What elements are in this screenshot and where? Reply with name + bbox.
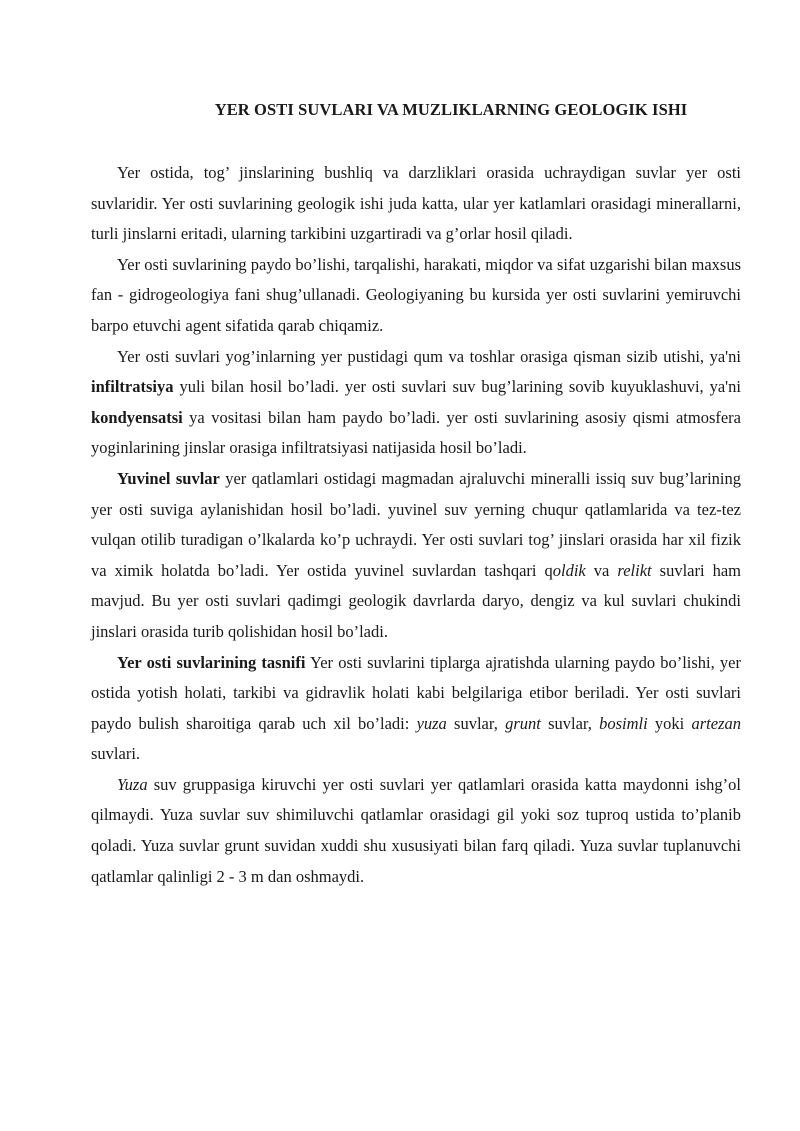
paragraph	[91, 464, 741, 648]
text-run: yoki	[647, 713, 692, 733]
paragraph	[91, 648, 741, 770]
text-run: yuli bilan hosil bo’ladi. yer osti suvlari suv bug’larining sovib kuyuklashuvi, ya'ni	[173, 377, 741, 397]
bold-term: infiltratsiya	[91, 377, 174, 397]
italic-term: grunt	[505, 713, 541, 733]
paragraph	[91, 158, 741, 250]
text-run: suv gruppasiga kiruvchi yer osti suvlari yer qatlamlari orasida katta maydonni ishg’ol qilmaydi. Yuza suvlar suv shimiluvchi qatlamlar orasidagi gil yoki soz tuproq ustida to’planib qoladi. Yuza suvlar grunt suvidan xuddi shu xususiyati bilan farq qiladi. Yuza suvlar tuplanuvchi qatlamlar qalinligi 2 - 3 m dan oshmaydi.	[91, 774, 741, 886]
paragraph	[91, 250, 741, 342]
text-run: Yer osti suvlarini tiplarga ajratishda ularning paydo bo’lishi, yer ostida yotish holati, tarkibi va gidravlik holati kabi belgilariga etibor beriladi. Yer osti suvlari paydo bulish sharoitiga qarab uch xil bo’ladi:	[91, 652, 741, 733]
paragraph	[91, 770, 741, 892]
text-run: suvlari.	[91, 744, 141, 764]
document-page	[91, 100, 741, 892]
document-title: YER OSTI SUVLARI VA MUZLIKLARNING GEOLOGIK ISHI	[214, 100, 688, 119]
italic-term: oldik	[552, 560, 586, 580]
text-run: Yer osti suvlarining paydo bo’lishi, tarqalishi, harakati, miqdor va sifat uzgarishi bilan maxsus fan - gidrogeologiya fani shug’ullanadi. Geologiyaning bu kursida yer osti suvlarini yemiruvchi barpo etuvchi agent sifatida qarab chiqamiz.	[91, 254, 741, 335]
bold-term: Yuvinel suvlar	[117, 468, 220, 488]
bold-term: kondyensatsi	[91, 407, 183, 427]
italic-term: Yuza	[117, 774, 148, 794]
text-run: suvlari ham mavjud. Bu yer osti suvlari qadimgi geologik davrlarda daryo, dengiz va kul suvlari chukindi jinslari orasida turib qolishidan hosil bo’ladi.	[91, 560, 741, 641]
text-run: Yer osti suvlari yog’inlarning yer pustidagi qum va toshlar orasiga qisman sizib utishi, ya'ni	[117, 346, 741, 366]
text-run: suvlar,	[540, 713, 600, 733]
paragraph	[91, 342, 741, 464]
italic-term: bosimli	[599, 713, 648, 733]
bold-term: Yer osti suvlarining tasnifi	[117, 652, 306, 672]
italic-term: yuza	[416, 713, 447, 733]
text-run: Yer ostida, tog’ jinslarining bushliq va darzliklari orasida uchraydigan suvlar yer osti suvlaridir. Yer osti suvlarining geologik ishi juda katta, ular yer katlamlari orasidagi minerallarni, turli jinslarni eritadi, ularning tarkibini uzgartiradi va g’orlar hosil qiladi.	[91, 163, 741, 244]
italic-term: artezan	[691, 713, 742, 733]
text-run: suvlar,	[446, 713, 506, 733]
text-run: va	[585, 560, 618, 580]
document-body	[91, 158, 741, 892]
text-run: ya vositasi bilan ham paydo bo’ladi. yer osti suvlarining asosiy qismi atmosfera yoginlarining jinslar orasiga infiltratsiyasi natijasida hosil bo’ladi.	[91, 407, 741, 458]
italic-term: relikt	[617, 560, 652, 580]
text-run: yer qatlamlari ostidagi magmadan ajraluvchi mineralli issiq suv bug’larining yer osti suviga aylanishidan hosil bo’ladi. yuvinel suv yerning chuqur qatlamlarida va tez-tez vulqan otilib turadigan o’lkalarda ko’p uchraydi. Yer osti suvlari tog’ jinslari orasida har xil fizik va ximik holatda bo’ladi. Yer ostida yuvinel suvlardan tashqari q	[91, 468, 741, 580]
